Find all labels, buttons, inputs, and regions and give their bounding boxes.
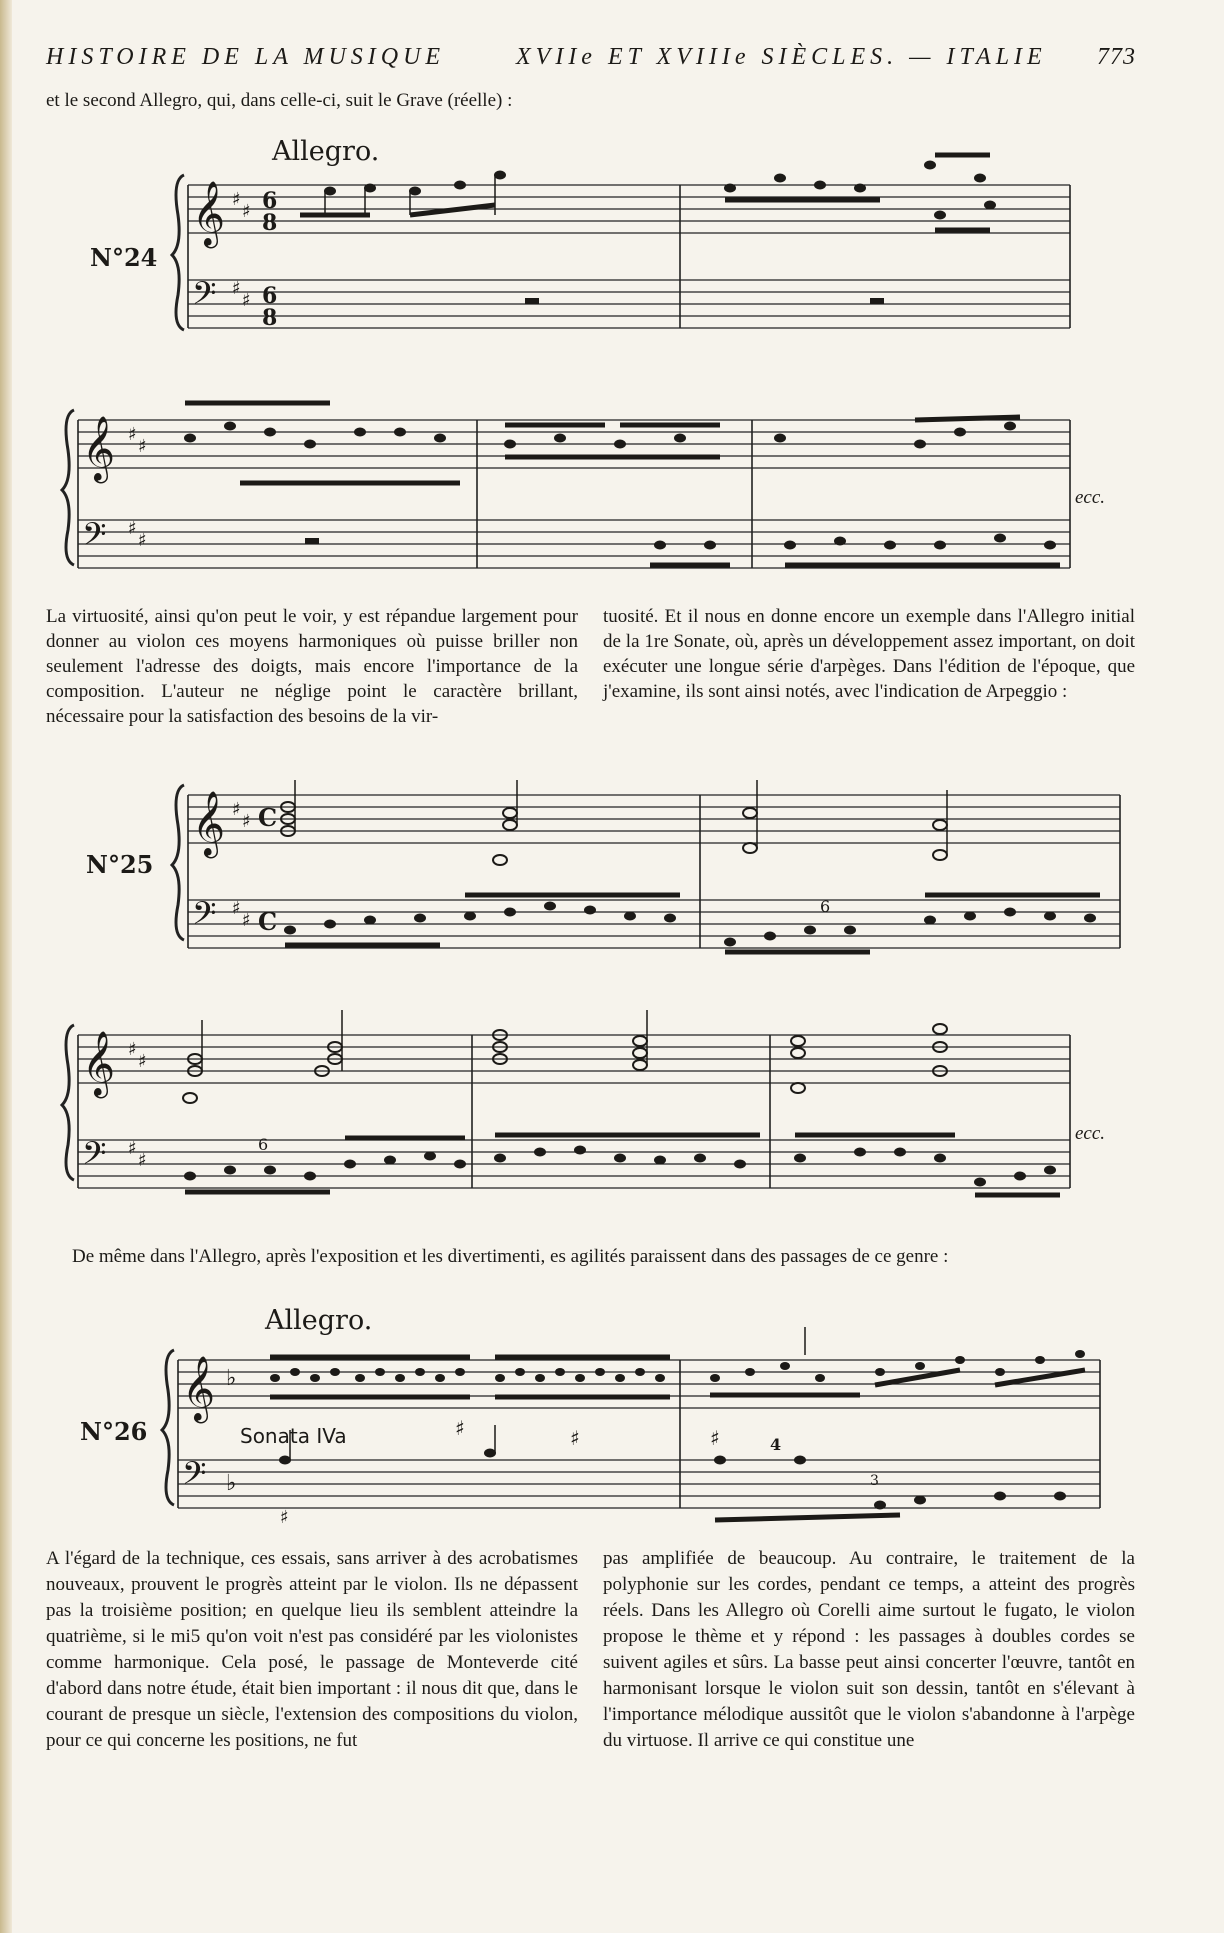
svg-text:♯: ♯ [128,518,137,539]
ex26-tuplet: 3 [870,1473,879,1489]
paragraph-1-right: tuosité. Et il nous en donne encore un exemple dans l'Allegro initial de la 1re Sonate, où, après un développement assez important, on doit exécuter une longue série d'arpèges. Dans l'édition de l'époque, que j'examine, ils sont ainsi notés, avec l'indication de Arpeggio : [603,606,1135,702]
svg-text:♯: ♯ [455,1416,465,1440]
ex25-system-1 [170,770,1120,950]
svg-text:♯: ♯ [232,799,241,820]
ex25-sys1-notes [281,780,947,865]
svg-text:8: 8 [262,305,278,331]
svg-text:♯: ♯ [570,1426,580,1450]
svg-text:♯: ♯ [138,530,147,551]
svg-text:♯: ♯ [232,898,241,919]
ex25-label: N°25 [86,850,154,879]
running-head-title: HISTOIRE DE LA MUSIQUE [46,44,446,70]
paragraph-3-left: A l'égard de la technique, ces essais, sans arriver à des acrobatismes nouveaux, prouvent le progrès atteint par le violon. Ils ne dépassent pas la troisième position; en quelque lieu ils semblent atteindre la quatrième, si le mi5 qu'on voit n'est pas considéré par les violonistes comme harmonique. Cela posé, le passage de Monteverde cité d'abord dans notre étude, était bien important : il nous dit que, dans le courant de presque un siècle, l'extension des compositions du violon, pour ce qui concerne les positions, ne fut [46,1548,578,1751]
svg-text:C: C [258,803,278,832]
ex25-sys2-bass [184,1135,1060,1195]
ex26-figure: 4 [770,1435,782,1454]
ex26-sonata-mark: Sonata IVa [240,1424,347,1448]
svg-text:♯: ♯ [138,1150,147,1171]
svg-text:♯: ♯ [128,1138,137,1159]
running-head-section: XVIIe ET XVIIIe SIÈCLES. — ITALIE [516,44,1047,70]
paragraph-1-left: La virtuosité, ainsi qu'on peut le voir, y est répandue largement pour donner au violon ces moyens harmoniques où puisse briller non seulement l'adresse des doigts, mais encore l'importance de la composition. L'auteur ne néglige point le caractère brillant, nécessaire pour la satisfaction des besoins de la vir- [46,606,578,727]
svg-text:♯: ♯ [232,278,241,299]
svg-text:♯: ♯ [242,910,251,931]
page-edge-shadow [0,0,12,1933]
ex25-ecc: ecc. [1075,1123,1106,1144]
ex24-treble-staff [188,185,1070,233]
ex25-figure-2: 6 [258,1135,269,1154]
ex24-system-2 [60,395,1080,575]
ex24-tempo: Allegro. [272,136,380,167]
ex26-system [160,1335,1100,1528]
ex25-sys2-treble [183,1010,947,1103]
svg-text:♯: ♯ [280,1507,289,1528]
ex24-m2-notes [724,155,996,230]
svg-text:𝄞: 𝄞 [192,791,226,856]
svg-text:♯: ♯ [232,189,241,210]
svg-text:𝄞: 𝄞 [82,416,116,481]
svg-text:♯: ♯ [242,811,251,832]
svg-text:𝄞: 𝄞 [82,1031,116,1096]
ex26-tempo: Allegro. [265,1305,373,1336]
ex26-treble-notes [270,1327,1085,1397]
ex26-label: N°26 [80,1417,148,1446]
svg-text:♭: ♭ [226,1366,237,1391]
svg-text:♯: ♯ [242,290,251,311]
paragraph-3-right: pas amplifiée de beaucoup. Au contraire, le traitement de la polyphonie sur les cordes, pendant ce temps, a atteint des progrès réels. Dans les Allegro où Corelli aime surtout le fugato, le violon propose le thème et y répond : les passages à doubles cordes se suivent agiles et sûrs. La basse peut ainsi concerter l'œuvre, tantôt en harmonisant lorsque le violon suit son dessin, tantôt en s'élevant à l'importance mélodique aussitôt que le violon s'abandonne à l'arpège du virtuose. Il arrive ce qui constitue une [603,1548,1135,1751]
intro-line: et le second Allegro, qui, dans celle-ci, suit le Grave (réelle) : [46,90,513,111]
svg-text:𝄢: 𝄢 [182,1455,207,1499]
svg-text:𝄢: 𝄢 [192,895,217,939]
svg-text:6: 6 [262,283,278,309]
svg-text:𝄞: 𝄞 [182,1356,216,1421]
svg-text:𝄢: 𝄢 [82,516,107,560]
svg-text:♯: ♯ [710,1426,720,1450]
running-head [46,44,1136,74]
treble-clef-icon: 𝄞 [192,181,226,246]
svg-text:C: C [258,907,278,936]
page-number: 773 [1097,44,1136,70]
svg-text:♭: ♭ [226,1471,237,1496]
ex24-label: N°24 [90,243,158,272]
svg-text:♯: ♯ [138,436,147,457]
bass-clef-icon: 𝄢 [192,275,217,319]
ex24-bass-staff [188,280,1070,328]
svg-text:♯: ♯ [242,201,251,222]
ex24-m1-notes [300,171,506,216]
svg-text:♯: ♯ [128,1039,137,1060]
svg-text:♯: ♯ [128,424,137,445]
svg-text:6: 6 [262,188,278,214]
svg-text:8: 8 [262,210,278,236]
ex24-ecc: ecc. [1075,487,1106,508]
paragraph-2: De même dans l'Allegro, après l'exposition et les divertimenti, es agilités paraissent dans des passages de ce genre : [72,1246,949,1267]
svg-text:𝄢: 𝄢 [82,1135,107,1179]
ex25-system-2 [60,1010,1080,1200]
ex25-figure-1: 6 [820,897,831,916]
svg-text:♯: ♯ [138,1051,147,1072]
ex24-system-1 [170,160,1070,340]
